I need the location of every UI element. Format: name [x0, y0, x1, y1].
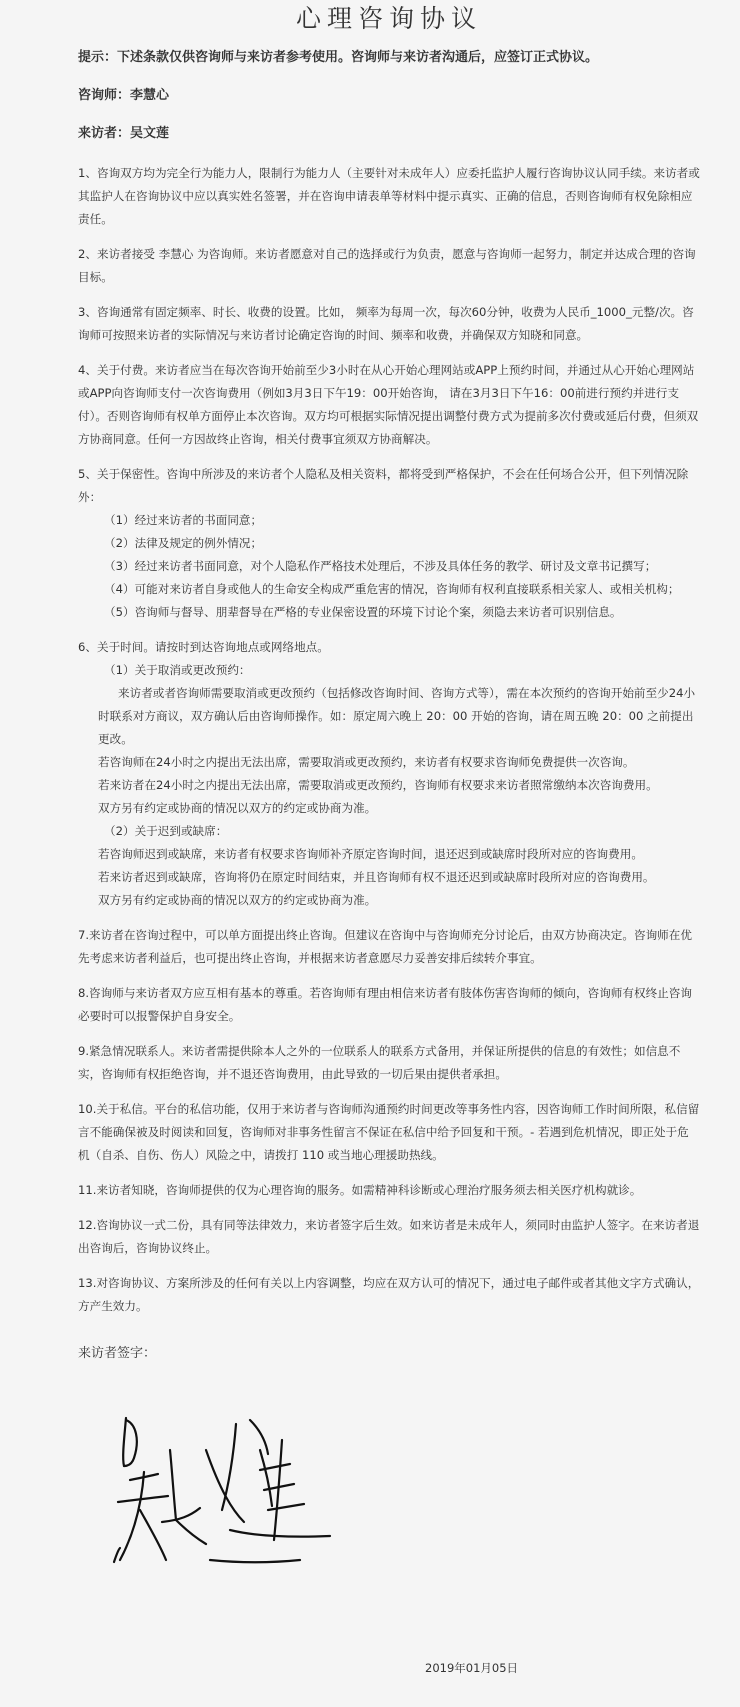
counselor-name: 咨询师：李慧心: [78, 88, 170, 103]
clause-5: [78, 463, 700, 624]
clause-10: 10.关于私信。平台的私信功能，仅用于来访者与咨询师沟通预约时间更改等事务性内容，因咨询师工作时间所限，私信留言不能确保被及时阅读和回复，咨询师对非事务性留言不保证在私信中给予回复和干预。- 若遇到危机情况，即正处于危机（自杀、自伤、伤人）风险之中，请拨打 110 或当地心理援助热线。: [78, 1102, 700, 1162]
page-title: 心理咨询协议: [295, 4, 482, 33]
signature-label: 来访者签字：: [78, 1346, 157, 1361]
clause-5-item-5: （5）咨询师与督导、朋辈督导在严格的专业保密设置的环境下讨论个案，须隐去来访者可识别信息。: [104, 605, 622, 619]
clause-5-item-4: （4）可能对来访者自身或他人的生命安全构成严重危害的情况，咨询师有权利直接联系相关家人、或相关机构；: [104, 582, 680, 596]
clause-11: 11.来访者知晓，咨询师提供的仅为心理咨询的服务。如需精神科诊断或心理治疗服务须去相关医疗机构就诊。: [78, 1183, 642, 1197]
clause-6-p2: 若咨询师在24小时之内提出无法出席，需要取消或更改预约，来访者有权要求咨询师免费提供一次咨询。: [98, 755, 635, 769]
clause-6-p7: 双方另有约定或协商的情况以双方的约定或协商为准。: [98, 893, 377, 907]
clause-9: 9.紧急情况联系人。来访者需提供除本人之外的一位联系人的联系方式备用，并保证所提供的信息的有效性；如信息不实，咨询师有权拒绝咨询，并不退还咨询费用，由此导致的一切后果由提供者承担。: [78, 1044, 681, 1081]
signature-date: 2019年01月05日: [425, 1661, 519, 1675]
clause-5-item-3: （3）经过来访者书面同意，对个人隐私作严格技术处理后，不涉及具体任务的教学、研讨及文章书记撰写；: [104, 559, 657, 573]
clause-7: 7.来访者在咨询过程中，可以单方面提出终止咨询。但建议在咨询中与咨询师充分讨论后，由双方协商决定。咨询师在优先考虑来访者利益后，也可提出终止咨询，并根据来访者意愿尽力妥善安排后续转介事宜。: [78, 928, 692, 965]
clause-6-p6: 若来访者迟到或缺席，咨询将仍在原定时间结束，并且咨询师有权不退还迟到或缺席时段所对应的咨询费用。: [98, 870, 655, 884]
clause-6-p3: 若来访者在24小时之内提出无法出席，需要取消或更改预约，咨询师有权要求来访者照常缴纳本次咨询费用。: [98, 778, 658, 792]
clause-5-item-2: （2）法律及规定的例外情况；: [104, 536, 263, 550]
clause-5-intro: 5、关于保密性。咨询中所涉及的来访者个人隐私及相关资料，都将受到严格保护，不会在任何场合公开，但下列情况除外：: [78, 467, 689, 504]
clause-3: 3、咨询通常有固定频率、时长、收费的设置。比如， 频率为每周一次，每次60分钟，收费为人民币_1000_元整/次。咨询师可按照来访者的实际情况与来访者讨论确定咨询的时间、频率和收费，并确保双方知晓和同意。: [78, 305, 694, 342]
hint-text: 提示：下述条款仅供咨询师与来访者参考使用。咨询师与来访者沟通后，应签订正式协议。: [78, 50, 599, 65]
handwritten-signature: [110, 1410, 340, 1600]
clause-13: 13.对咨询协议、方案所涉及的任何有关以上内容调整，均应在双方认可的情况下，通过电子邮件或者其他文字方式确认，方产生效力。: [78, 1276, 700, 1313]
clause-12: 12.咨询协议一式二份，具有同等法律效力，来访者签字后生效。如来访者是未成年人，须同时由监护人签字。在来访者退出咨询后，咨询协议终止。: [78, 1218, 700, 1255]
clause-5-item-1: （1）经过来访者的书面同意；: [104, 513, 263, 527]
clause-4: 4、关于付费。来访者应当在每次咨询开始前至少3小时在从心开始心理网站或APP上预约时间，并通过从心开始心理网站或APP向咨询师支付一次咨询费用（例如3月3日下午19：00开始咨询， 请在3月3日下午16：00前进行预约并进行支付）。否则咨询师有权单方面停止本次咨询。双方均可根据实际情况提出调整付费方式为提前多次付费或延后付费，但须双方协商同意。任何一方因故终止咨询，相关付费事宜须双方协商解决。: [78, 363, 699, 446]
clause-6-intro: 6、关于时间。请按时到达咨询地点或网络地点。: [78, 640, 329, 654]
clause-6-p4: 双方另有约定或协商的情况以双方的约定或协商为准。: [98, 801, 377, 815]
client-name: 来访者：吴文莲: [78, 126, 170, 141]
clause-6-sub2: （2）关于迟到或缺席：: [104, 824, 228, 838]
clause-6-sub1: （1）关于取消或更改预约：: [104, 663, 251, 677]
clause-6: [78, 636, 700, 912]
clause-6-p1: 来访者或者咨询师需要取消或更改预约（包括修改咨询时间、咨询方式等），需在本次预约的咨询开始前至少24小时联系对方商议，双方确认后由咨询师操作。如：原定周六晚上 20：00 开始的咨询，请在周五晚 20：00 之前提出更改。: [98, 686, 696, 746]
clause-2: 2、来访者接受 李慧心 为咨询师。来访者愿意对自己的选择或行为负责，愿意与咨询师一起努力，制定并达成合理的咨询目标。: [78, 247, 696, 284]
clause-8: 8.咨询师与来访者双方应互相有基本的尊重。若咨询师有理由相信来访者有肢体伤害咨询师的倾向，咨询师有权终止咨询必要时可以报警保护自身安全。: [78, 986, 692, 1023]
clause-6-p5: 若咨询师迟到或缺席，来访者有权要求咨询师补齐原定咨询时间，退还迟到或缺席时段所对应的咨询费用。: [98, 847, 643, 861]
clause-1: 1、咨询双方均为完全行为能力人，限制行为能力人（主要针对未成年人）应委托监护人履行咨询协议认同手续。来访者或其监护人在咨询协议中应以真实姓名签署，并在咨询申请表单等材料中提示真实、正确的信息，否则咨询师有权免除相应责任。: [78, 166, 700, 226]
